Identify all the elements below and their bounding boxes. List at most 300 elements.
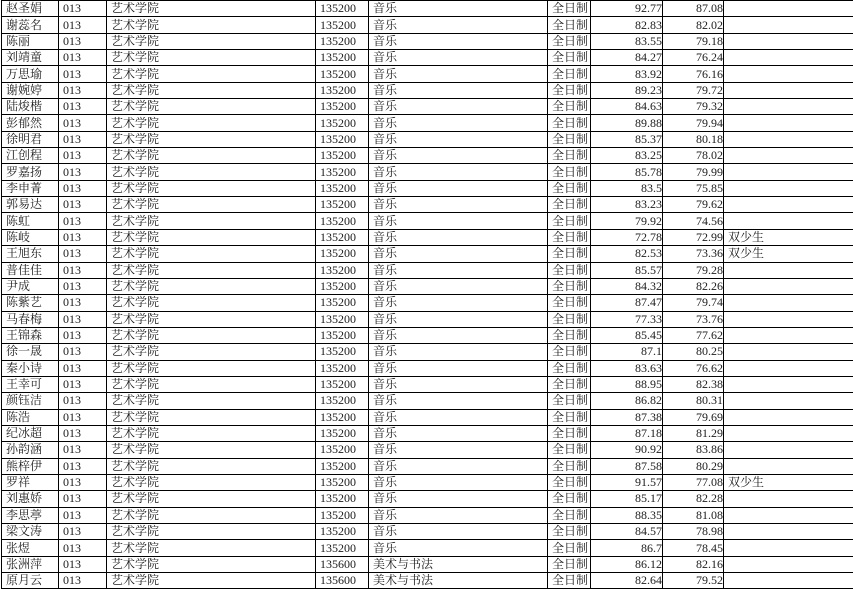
cell-college: 艺术学院 [107,148,316,164]
cell-note [724,66,853,82]
cell-college_code: 013 [59,50,107,66]
cell-score_2: 76.62 [663,360,724,376]
cell-college: 艺术学院 [107,409,316,425]
cell-college_code: 013 [59,327,107,343]
cell-score_1: 84.57 [591,524,663,540]
cell-major_code: 135200 [316,131,369,147]
cell-note [724,491,853,507]
cell-score_1: 87.58 [591,458,663,474]
table-row [2,295,853,311]
cell-study_mode: 全日制 [548,409,591,425]
cell-major_code: 135200 [316,99,369,115]
cell-name: 罗祥 [2,474,59,490]
cell-college_code: 013 [59,164,107,180]
cell-name: 熊梓伊 [2,458,59,474]
cell-score_2: 80.18 [663,131,724,147]
cell-study_mode: 全日制 [548,360,591,376]
cell-major_code: 135200 [316,66,369,82]
cell-college: 艺术学院 [107,524,316,540]
cell-college: 艺术学院 [107,246,316,262]
cell-study_mode: 全日制 [548,115,591,131]
cell-college_code: 013 [59,229,107,245]
cell-major_code: 135200 [316,295,369,311]
cell-score_2: 73.36 [663,246,724,262]
table-row [2,229,853,245]
table-row [2,213,853,229]
cell-score_1: 86.7 [591,540,663,556]
cell-college: 艺术学院 [107,229,316,245]
cell-score_2: 78.02 [663,148,724,164]
cell-college_code: 013 [59,148,107,164]
cell-note [724,376,853,392]
cell-note: 双少生 [724,229,853,245]
cell-major_code: 135200 [316,1,369,17]
cell-study_mode: 全日制 [548,327,591,343]
cell-major_code: 135200 [316,425,369,441]
cell-score_2: 82.26 [663,278,724,294]
cell-college_code: 013 [59,197,107,213]
cell-name: 彭郁然 [2,115,59,131]
cell-note [724,164,853,180]
cell-study_mode: 全日制 [548,99,591,115]
cell-college_code: 013 [59,213,107,229]
cell-major_code: 135200 [316,262,369,278]
cell-major_code: 135200 [316,458,369,474]
cell-college_code: 013 [59,573,107,589]
cell-name: 张煜 [2,540,59,556]
cell-study_mode: 全日制 [548,491,591,507]
cell-major: 音乐 [369,327,548,343]
cell-note [724,344,853,360]
cell-score_1: 84.63 [591,99,663,115]
cell-college_code: 013 [59,295,107,311]
cell-major: 音乐 [369,1,548,17]
cell-score_1: 82.53 [591,246,663,262]
cell-name: 陈丽 [2,33,59,49]
cell-note [724,360,853,376]
table-row [2,507,853,523]
table-row [2,99,853,115]
cell-college: 艺术学院 [107,344,316,360]
cell-score_1: 85.57 [591,262,663,278]
cell-score_1: 82.83 [591,17,663,33]
cell-score_2: 82.28 [663,491,724,507]
cell-college_code: 013 [59,1,107,17]
cell-college_code: 013 [59,556,107,572]
cell-major_code: 135200 [316,33,369,49]
cell-major: 音乐 [369,115,548,131]
cell-name: 陈紫艺 [2,295,59,311]
cell-major_code: 135200 [316,360,369,376]
cell-note [724,507,853,523]
cell-study_mode: 全日制 [548,425,591,441]
table-row [2,573,853,589]
cell-major: 音乐 [369,99,548,115]
cell-major_code: 135200 [316,82,369,98]
cell-note [724,409,853,425]
cell-note [724,99,853,115]
cell-study_mode: 全日制 [548,376,591,392]
table-row [2,131,853,147]
cell-college: 艺术学院 [107,262,316,278]
cell-score_1: 87.47 [591,295,663,311]
cell-note [724,82,853,98]
cell-name: 谢婉婷 [2,82,59,98]
cell-college: 艺术学院 [107,540,316,556]
cell-major_code: 135200 [316,197,369,213]
table-row [2,409,853,425]
cell-name: 普佳佳 [2,262,59,278]
cell-score_2: 79.74 [663,295,724,311]
cell-major_code: 135200 [316,344,369,360]
cell-college: 艺术学院 [107,425,316,441]
cell-score_1: 85.37 [591,131,663,147]
cell-college_code: 013 [59,409,107,425]
cell-college: 艺术学院 [107,50,316,66]
cell-score_1: 83.55 [591,33,663,49]
cell-score_2: 79.18 [663,33,724,49]
cell-college_code: 013 [59,131,107,147]
cell-study_mode: 全日制 [548,66,591,82]
cell-name: 陈浩 [2,409,59,425]
cell-score_2: 73.76 [663,311,724,327]
cell-major_code: 135200 [316,442,369,458]
cell-score_2: 79.52 [663,573,724,589]
cell-score_1: 83.92 [591,66,663,82]
cell-note [724,540,853,556]
cell-name: 江创程 [2,148,59,164]
cell-college_code: 013 [59,311,107,327]
cell-name: 刘惠娇 [2,491,59,507]
cell-major_code: 135200 [316,376,369,392]
cell-name: 李思葶 [2,507,59,523]
cell-score_2: 79.99 [663,164,724,180]
cell-name: 颜钰洁 [2,393,59,409]
cell-major: 音乐 [369,393,548,409]
cell-major_code: 135200 [316,213,369,229]
cell-college_code: 013 [59,82,107,98]
cell-study_mode: 全日制 [548,246,591,262]
cell-score_2: 77.62 [663,327,724,343]
cell-study_mode: 全日制 [548,540,591,556]
cell-college_code: 013 [59,474,107,490]
table-row [2,458,853,474]
table-row [2,82,853,98]
cell-score_1: 85.78 [591,164,663,180]
cell-major_code: 135200 [316,164,369,180]
cell-study_mode: 全日制 [548,573,591,589]
cell-score_1: 84.27 [591,50,663,66]
cell-major: 音乐 [369,474,548,490]
cell-college: 艺术学院 [107,376,316,392]
cell-college_code: 013 [59,524,107,540]
cell-college: 艺术学院 [107,1,316,17]
cell-note [724,327,853,343]
cell-study_mode: 全日制 [548,524,591,540]
cell-study_mode: 全日制 [548,295,591,311]
cell-major: 音乐 [369,197,548,213]
scores-table [1,0,853,589]
cell-college_code: 013 [59,66,107,82]
cell-college: 艺术学院 [107,82,316,98]
cell-college_code: 013 [59,344,107,360]
cell-college: 艺术学院 [107,458,316,474]
cell-score_1: 83.23 [591,197,663,213]
cell-score_1: 87.1 [591,344,663,360]
cell-score_2: 80.25 [663,344,724,360]
table-row [2,246,853,262]
table-row [2,1,853,17]
cell-score_2: 79.72 [663,82,724,98]
cell-note [724,524,853,540]
cell-major: 美术与书法 [369,573,548,589]
cell-score_1: 87.38 [591,409,663,425]
cell-score_1: 89.88 [591,115,663,131]
cell-major: 音乐 [369,278,548,294]
cell-major: 音乐 [369,458,548,474]
cell-score_1: 83.5 [591,180,663,196]
cell-major_code: 135200 [316,148,369,164]
cell-major_code: 135200 [316,474,369,490]
cell-college: 艺术学院 [107,115,316,131]
cell-score_1: 88.35 [591,507,663,523]
cell-name: 张洲萍 [2,556,59,572]
cell-name: 陈岐 [2,229,59,245]
cell-note [724,148,853,164]
table-row [2,327,853,343]
cell-name: 罗嘉扬 [2,164,59,180]
cell-major_code: 135200 [316,491,369,507]
cell-score_1: 83.63 [591,360,663,376]
cell-name: 谢蕊名 [2,17,59,33]
cell-score_2: 76.16 [663,66,724,82]
cell-score_1: 86.12 [591,556,663,572]
cell-study_mode: 全日制 [548,33,591,49]
cell-study_mode: 全日制 [548,393,591,409]
cell-major_code: 135600 [316,573,369,589]
cell-major_code: 135200 [316,327,369,343]
cell-study_mode: 全日制 [548,131,591,147]
table-row [2,50,853,66]
cell-note [724,1,853,17]
cell-college: 艺术学院 [107,213,316,229]
cell-major: 音乐 [369,360,548,376]
table-row [2,556,853,572]
cell-major_code: 135200 [316,229,369,245]
cell-major: 音乐 [369,262,548,278]
cell-major: 音乐 [369,409,548,425]
cell-college: 艺术学院 [107,17,316,33]
cell-major: 音乐 [369,507,548,523]
cell-study_mode: 全日制 [548,213,591,229]
cell-score_2: 79.69 [663,409,724,425]
cell-name: 万思瑜 [2,66,59,82]
cell-note [724,295,853,311]
cell-note [724,17,853,33]
cell-name: 陈虹 [2,213,59,229]
table-row [2,66,853,82]
table-row [2,197,853,213]
cell-note: 双少生 [724,246,853,262]
cell-major: 音乐 [369,213,548,229]
cell-college_code: 013 [59,507,107,523]
cell-college_code: 013 [59,99,107,115]
cell-note [724,50,853,66]
cell-name: 王锦森 [2,327,59,343]
cell-major_code: 135200 [316,393,369,409]
cell-note [724,115,853,131]
cell-score_1: 87.18 [591,425,663,441]
cell-study_mode: 全日制 [548,507,591,523]
cell-college_code: 013 [59,540,107,556]
cell-major: 音乐 [369,33,548,49]
cell-college: 艺术学院 [107,442,316,458]
cell-score_2: 75.85 [663,180,724,196]
table-row [2,311,853,327]
cell-major: 音乐 [369,295,548,311]
cell-major_code: 135200 [316,17,369,33]
cell-college: 艺术学院 [107,507,316,523]
cell-name: 原月云 [2,573,59,589]
table-row [2,115,853,131]
cell-major: 音乐 [369,229,548,245]
cell-major: 音乐 [369,491,548,507]
table-row [2,540,853,556]
cell-major_code: 135200 [316,180,369,196]
cell-study_mode: 全日制 [548,197,591,213]
cell-major: 音乐 [369,17,548,33]
cell-major: 音乐 [369,66,548,82]
cell-score_2: 82.38 [663,376,724,392]
table-row [2,262,853,278]
cell-note [724,278,853,294]
table-row [2,491,853,507]
cell-note [724,573,853,589]
cell-score_2: 80.31 [663,393,724,409]
cell-college: 艺术学院 [107,164,316,180]
cell-major: 音乐 [369,540,548,556]
table-row [2,425,853,441]
cell-note [724,311,853,327]
table-row [2,278,853,294]
cell-study_mode: 全日制 [548,442,591,458]
cell-college: 艺术学院 [107,327,316,343]
cell-score_1: 83.25 [591,148,663,164]
cell-name: 刘靖童 [2,50,59,66]
cell-score_1: 89.23 [591,82,663,98]
cell-note: 双少生 [724,474,853,490]
cell-study_mode: 全日制 [548,344,591,360]
cell-note [724,556,853,572]
cell-note [724,131,853,147]
cell-college_code: 013 [59,180,107,196]
cell-name: 郭易达 [2,197,59,213]
cell-score_1: 90.92 [591,442,663,458]
cell-college: 艺术学院 [107,33,316,49]
cell-study_mode: 全日制 [548,556,591,572]
cell-major_code: 135200 [316,278,369,294]
cell-study_mode: 全日制 [548,82,591,98]
cell-note [724,442,853,458]
cell-college_code: 013 [59,115,107,131]
cell-major: 音乐 [369,425,548,441]
cell-study_mode: 全日制 [548,180,591,196]
cell-score_2: 82.16 [663,556,724,572]
cell-college: 艺术学院 [107,360,316,376]
cell-score_2: 79.62 [663,197,724,213]
cell-score_1: 91.57 [591,474,663,490]
cell-major: 音乐 [369,82,548,98]
cell-note [724,393,853,409]
cell-college: 艺术学院 [107,131,316,147]
cell-score_2: 81.29 [663,425,724,441]
cell-name: 王旭东 [2,246,59,262]
cell-score_1: 92.77 [591,1,663,17]
cell-college_code: 013 [59,246,107,262]
cell-college_code: 013 [59,442,107,458]
table-row [2,180,853,196]
cell-score_2: 80.29 [663,458,724,474]
cell-college_code: 013 [59,491,107,507]
cell-note [724,213,853,229]
cell-score_1: 85.17 [591,491,663,507]
cell-note [724,262,853,278]
cell-college: 艺术学院 [107,474,316,490]
cell-college: 艺术学院 [107,311,316,327]
table-row [2,442,853,458]
cell-score_1: 77.33 [591,311,663,327]
cell-college: 艺术学院 [107,573,316,589]
cell-study_mode: 全日制 [548,311,591,327]
cell-college: 艺术学院 [107,66,316,82]
table-row [2,33,853,49]
cell-major_code: 135200 [316,50,369,66]
table-body [2,1,853,589]
cell-score_2: 79.94 [663,115,724,131]
cell-score_2: 79.32 [663,99,724,115]
cell-major_code: 135200 [316,115,369,131]
cell-major: 音乐 [369,344,548,360]
cell-note [724,33,853,49]
cell-score_2: 78.45 [663,540,724,556]
cell-major_code: 135200 [316,540,369,556]
cell-college_code: 013 [59,425,107,441]
cell-name: 陆焌楷 [2,99,59,115]
cell-note [724,458,853,474]
cell-college: 艺术学院 [107,491,316,507]
cell-score_1: 79.92 [591,213,663,229]
cell-name: 纪冰超 [2,425,59,441]
cell-name: 孙韵涵 [2,442,59,458]
cell-college_code: 013 [59,278,107,294]
cell-college_code: 013 [59,393,107,409]
cell-score_1: 85.45 [591,327,663,343]
cell-college_code: 013 [59,376,107,392]
cell-study_mode: 全日制 [548,17,591,33]
cell-college: 艺术学院 [107,393,316,409]
cell-score_2: 87.08 [663,1,724,17]
cell-major: 美术与书法 [369,556,548,572]
cell-college: 艺术学院 [107,295,316,311]
table-row [2,474,853,490]
cell-college_code: 013 [59,458,107,474]
cell-college_code: 013 [59,360,107,376]
table-row [2,164,853,180]
cell-major: 音乐 [369,442,548,458]
cell-study_mode: 全日制 [548,148,591,164]
cell-college: 艺术学院 [107,180,316,196]
cell-score_2: 79.28 [663,262,724,278]
